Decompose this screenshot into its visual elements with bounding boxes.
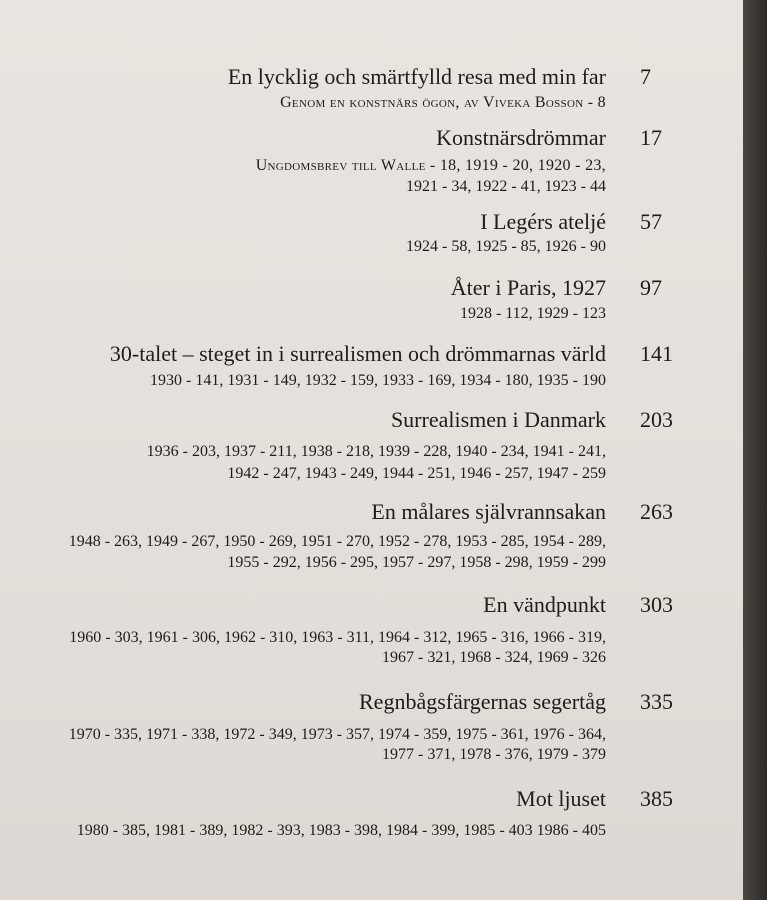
toc-entry-subline: 1924 - 58, 1925 - 85, 1926 - 90	[406, 238, 606, 255]
toc-entry-page: 263	[640, 499, 673, 524]
toc-entry-page: 385	[640, 786, 673, 811]
toc-entry-subline: 1948 - 263, 1949 - 267, 1950 - 269, 1951 - 270, 1952 - 278, 1953 - 285, 1954 - 289,	[68, 533, 606, 550]
toc-entry-page: 141	[640, 341, 673, 366]
toc-entry-subline: Ungdomsbrev till Walle - 18, 1919 - 20, 1920 - 23,	[255, 157, 606, 174]
toc-entry-subline: 1970 - 335, 1971 - 338, 1972 - 349, 1973 - 357, 1974 - 359, 1975 - 361, 1976 - 364,	[68, 726, 606, 743]
toc-entry-title: Mot ljuset	[516, 786, 606, 811]
toc-entry-subline: 1942 - 247, 1943 - 249, 1944 - 251, 1946 - 257, 1947 - 259	[227, 465, 606, 482]
toc-entry-title: En vändpunkt	[483, 592, 606, 617]
toc-entry-subline: 1955 - 292, 1956 - 295, 1957 - 297, 1958 - 298, 1959 - 299	[227, 554, 606, 571]
page-edge	[743, 0, 767, 900]
toc-entry-subline: 1960 - 303, 1961 - 306, 1962 - 310, 1963 - 311, 1964 - 312, 1965 - 316, 1966 - 319,	[69, 629, 606, 646]
toc-entry-page: 335	[640, 689, 673, 714]
toc-entry-title: I Legérs ateljé	[480, 209, 606, 234]
toc-entry-subline: 1921 - 34, 1922 - 41, 1923 - 44	[406, 178, 606, 195]
toc-entry-title: En lycklig och smärtfylld resa med min far	[227, 64, 606, 89]
toc-entry-subline: 1967 - 321, 1968 - 324, 1969 - 326	[382, 649, 606, 666]
toc-entry-subline: 1977 - 371, 1978 - 376, 1979 - 379	[382, 746, 606, 763]
toc-entry-subline: 1928 - 112, 1929 - 123	[459, 305, 606, 322]
toc-entry-page: 97	[640, 275, 662, 300]
toc-entry-page: 57	[640, 209, 662, 234]
toc-entry-title: 30-talet – steget in i surrealismen och drömmarnas värld	[109, 341, 606, 366]
toc-entry-subline: Genom en konstnärs ögon, av Viveka Bosson - 8	[280, 94, 606, 111]
toc-entry-page: 7	[640, 64, 651, 89]
toc-entry-title: Surrealismen i Danmark	[390, 407, 606, 432]
toc-entry-page: 17	[640, 125, 662, 150]
toc-entry-title: En målares självrannsakan	[371, 499, 606, 524]
toc-entry-subline: 1980 - 385, 1981 - 389, 1982 - 393, 1983 - 398, 1984 - 399, 1985 - 403 1986 - 405	[76, 822, 606, 839]
toc-entry-subline: 1936 - 203, 1937 - 211, 1938 - 218, 1939 - 228, 1940 - 234, 1941 - 241,	[146, 443, 606, 460]
toc-entry-title: Åter i Paris, 1927	[450, 275, 606, 300]
toc-entry-title: Konstnärsdrömmar	[436, 125, 606, 150]
toc-entry-title: Regnbågsfärgernas segertåg	[359, 689, 606, 714]
toc-entry-page: 303	[640, 592, 673, 617]
toc-entry-subline: 1930 - 141, 1931 - 149, 1932 - 159, 1933 - 169, 1934 - 180, 1935 - 190	[150, 372, 606, 389]
toc-entry-page: 203	[640, 407, 673, 432]
